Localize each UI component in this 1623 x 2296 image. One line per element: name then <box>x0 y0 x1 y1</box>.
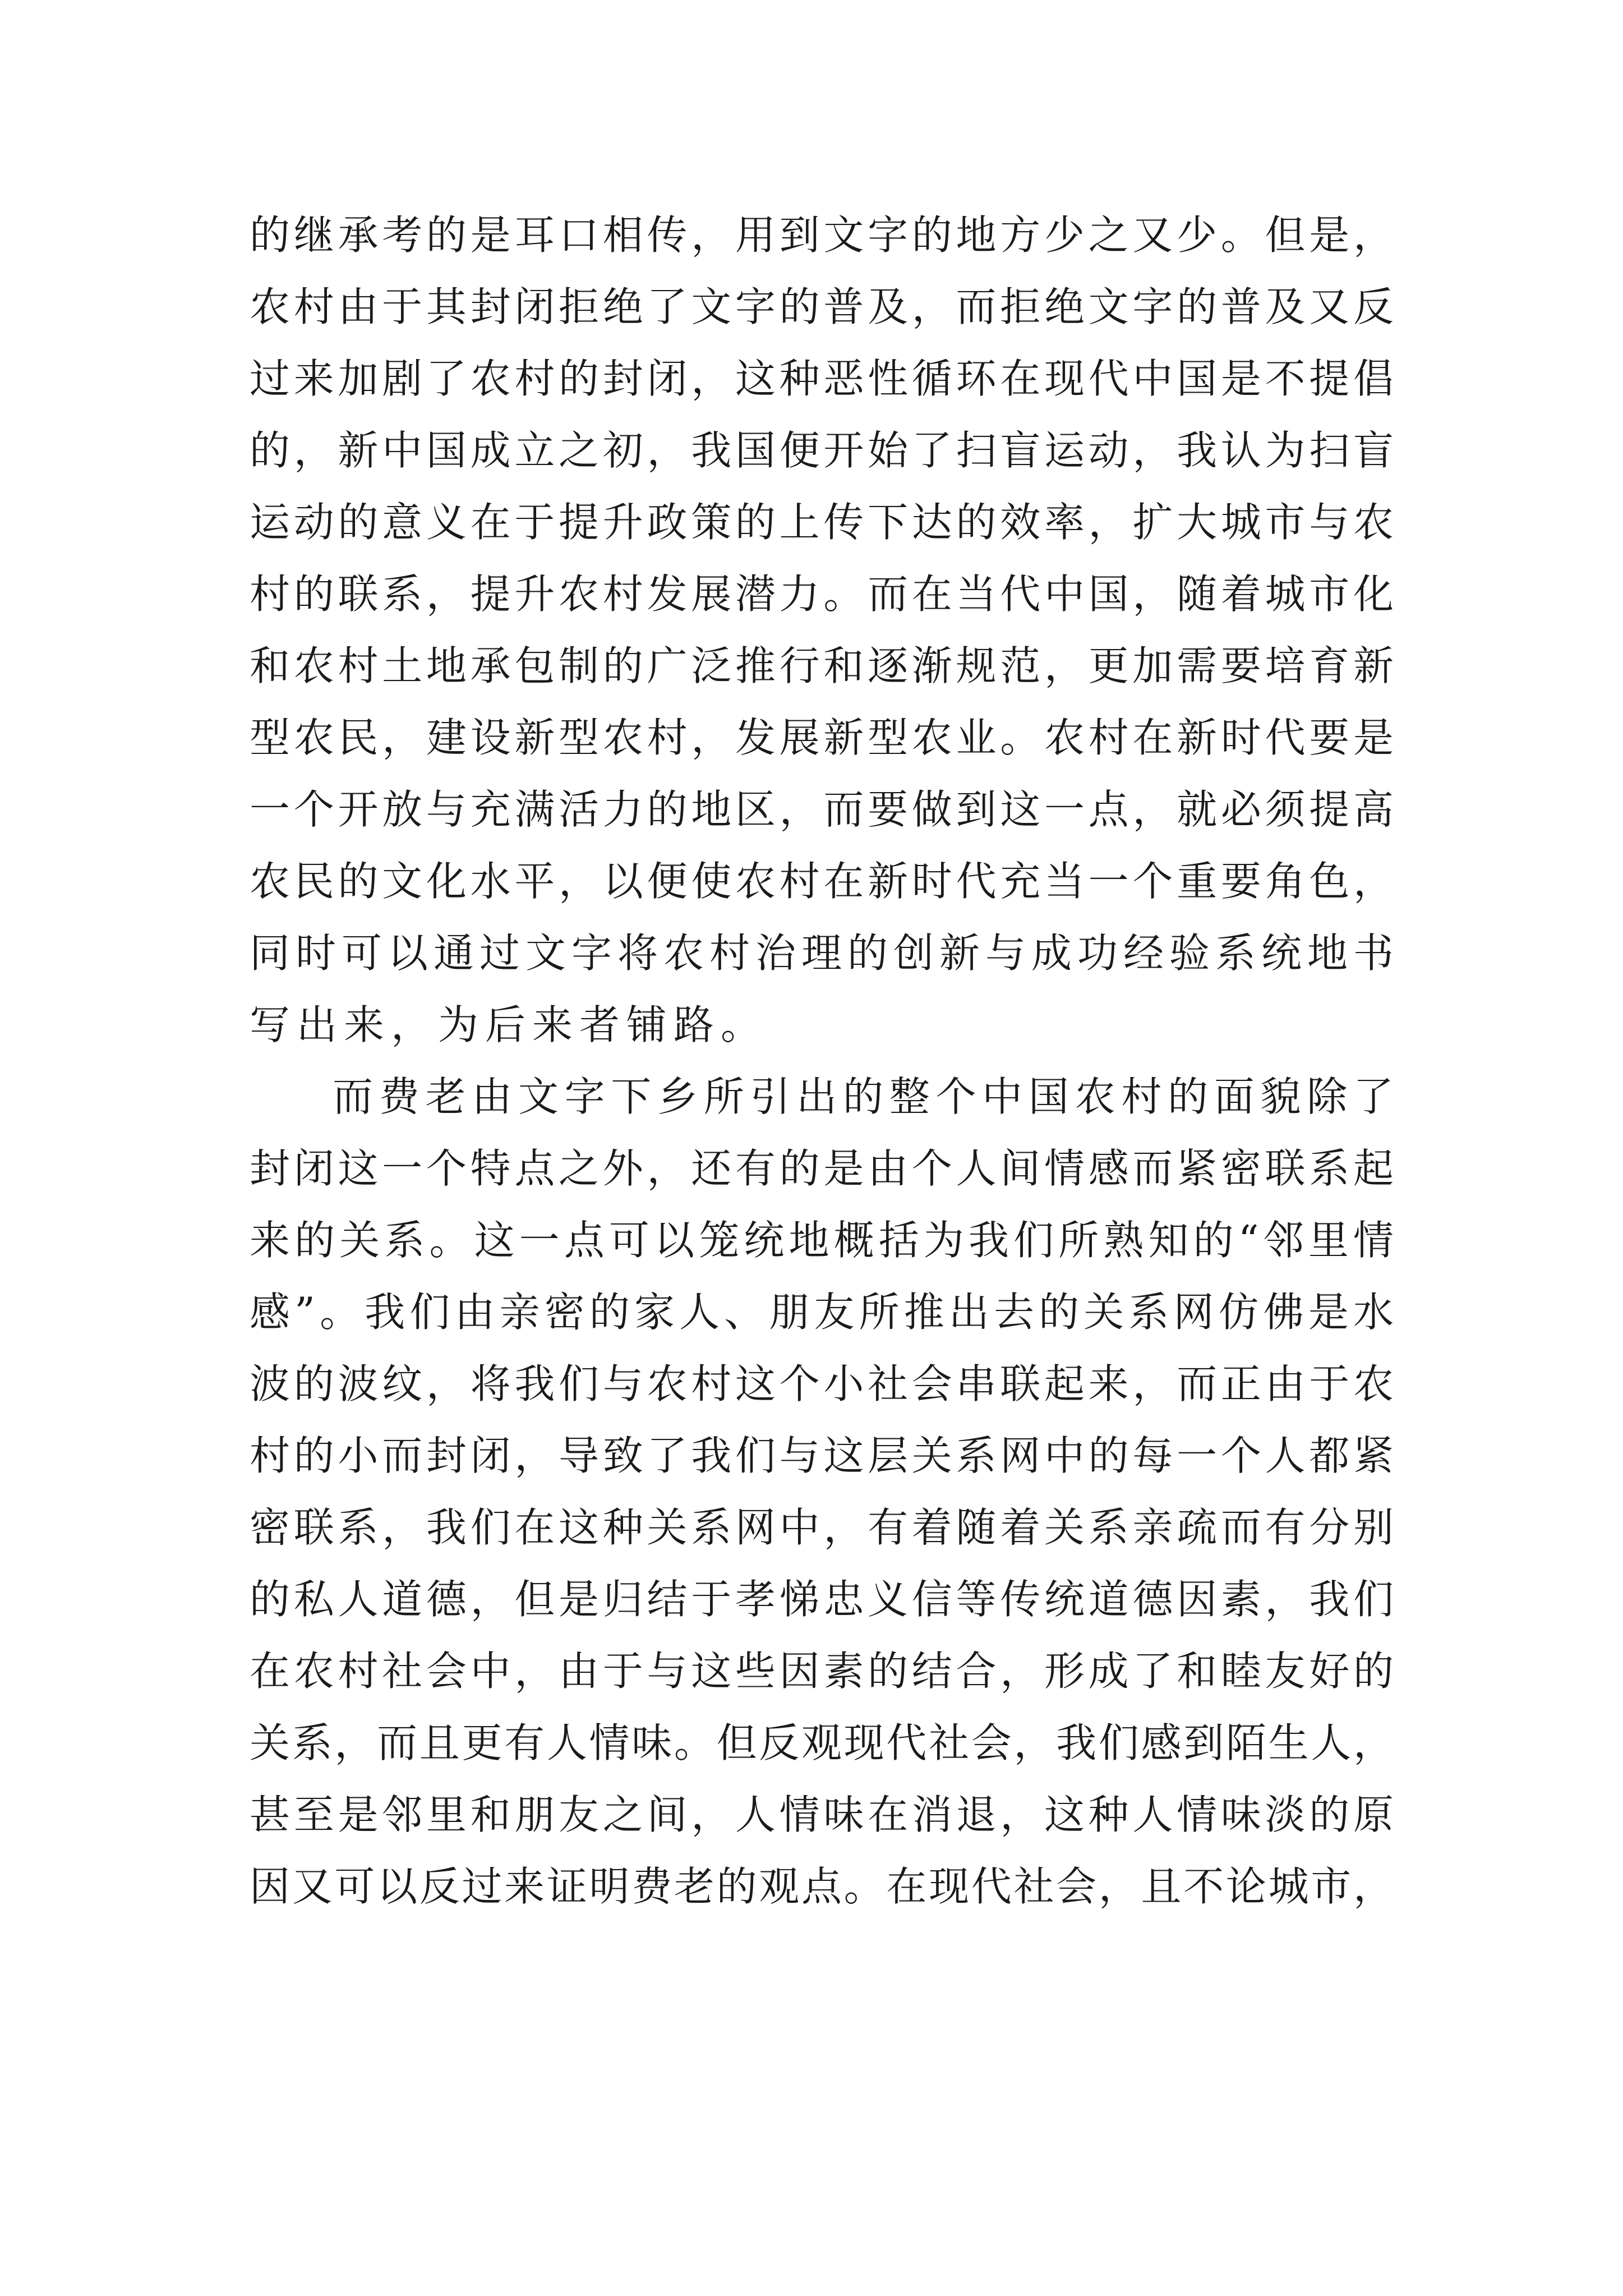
text-line: 封闭这一个特点之外，还有的是由个人间情感而紧密联系起 <box>250 1145 1394 1192</box>
text-line: 村的联系，提升农村发展潜力。而在当代中国，随着城市化 <box>250 570 1394 618</box>
text-line: 农民的文化水平，以便使农村在新时代充当一个重要角色， <box>250 858 1394 905</box>
text-line: 和农村土地承包制的广泛推行和逐渐规范，更加需要培育新 <box>250 642 1394 689</box>
text-line: 过来加剧了农村的封闭，这种恶性循环在现代中国是不提倡 <box>250 355 1394 402</box>
text-line: 的继承考的是耳口相传，用到文字的地方少之又少。但是， <box>250 211 1394 259</box>
text-line: 农村由于其封闭拒绝了文字的普及，而拒绝文字的普及又反 <box>250 283 1394 330</box>
text-line: 因又可以反过来证明费老的观点。在现代社会，且不论城市， <box>250 1863 1394 1910</box>
text-line: 运动的意义在于提升政策的上传下达的效率，扩大城市与农 <box>250 499 1394 546</box>
text-line: 波的波纹，将我们与农村这个小社会串联起来，而正由于农 <box>250 1360 1394 1407</box>
text-line: 的私人道德，但是归结于孝悌忠义信等传统道德因素，我们 <box>250 1576 1394 1623</box>
text-line: 在农村社会中，由于与这些因素的结合，形成了和睦友好的 <box>250 1648 1394 1695</box>
text-line: 甚至是邻里和朋友之间，人情味在消退，这种人情味淡的原 <box>250 1791 1394 1838</box>
text-line: 的，新中国成立之初，我国便开始了扫盲运动，我认为扫盲 <box>250 427 1394 474</box>
paragraph-2 <box>250 1061 1394 1922</box>
text-line: 村的小而封闭，导致了我们与这层关系网中的每一个人都紧 <box>250 1432 1394 1479</box>
text-line: 型农民，建设新型农村，发展新型农业。农村在新时代要是 <box>250 714 1394 761</box>
paragraph-1 <box>250 199 1394 1061</box>
text-line: 而费老由文字下乡所引出的整个中国农村的面貌除了 <box>333 1073 1394 1120</box>
text-line: 来的关系。这一点可以笼统地概括为我们所熟知的“邻里情 <box>250 1217 1394 1264</box>
text-line: 关系，而且更有人情味。但反观现代社会，我们感到陌生人， <box>250 1719 1394 1766</box>
body-text <box>250 199 1394 1922</box>
text-line: 同时可以通过文字将农村治理的创新与成功经验系统地书 <box>250 930 1394 977</box>
text-line: 一个开放与充满活力的地区，而要做到这一点，就必须提高 <box>250 786 1394 833</box>
text-line: 写出来，为后来者铺路。 <box>250 1001 768 1048</box>
text-line: 感”。我们由亲密的家人、朋友所推出去的关系网仿佛是水 <box>250 1289 1394 1336</box>
text-line: 密联系，我们在这种关系网中，有着随着关系亲疏而有分别 <box>250 1504 1394 1551</box>
